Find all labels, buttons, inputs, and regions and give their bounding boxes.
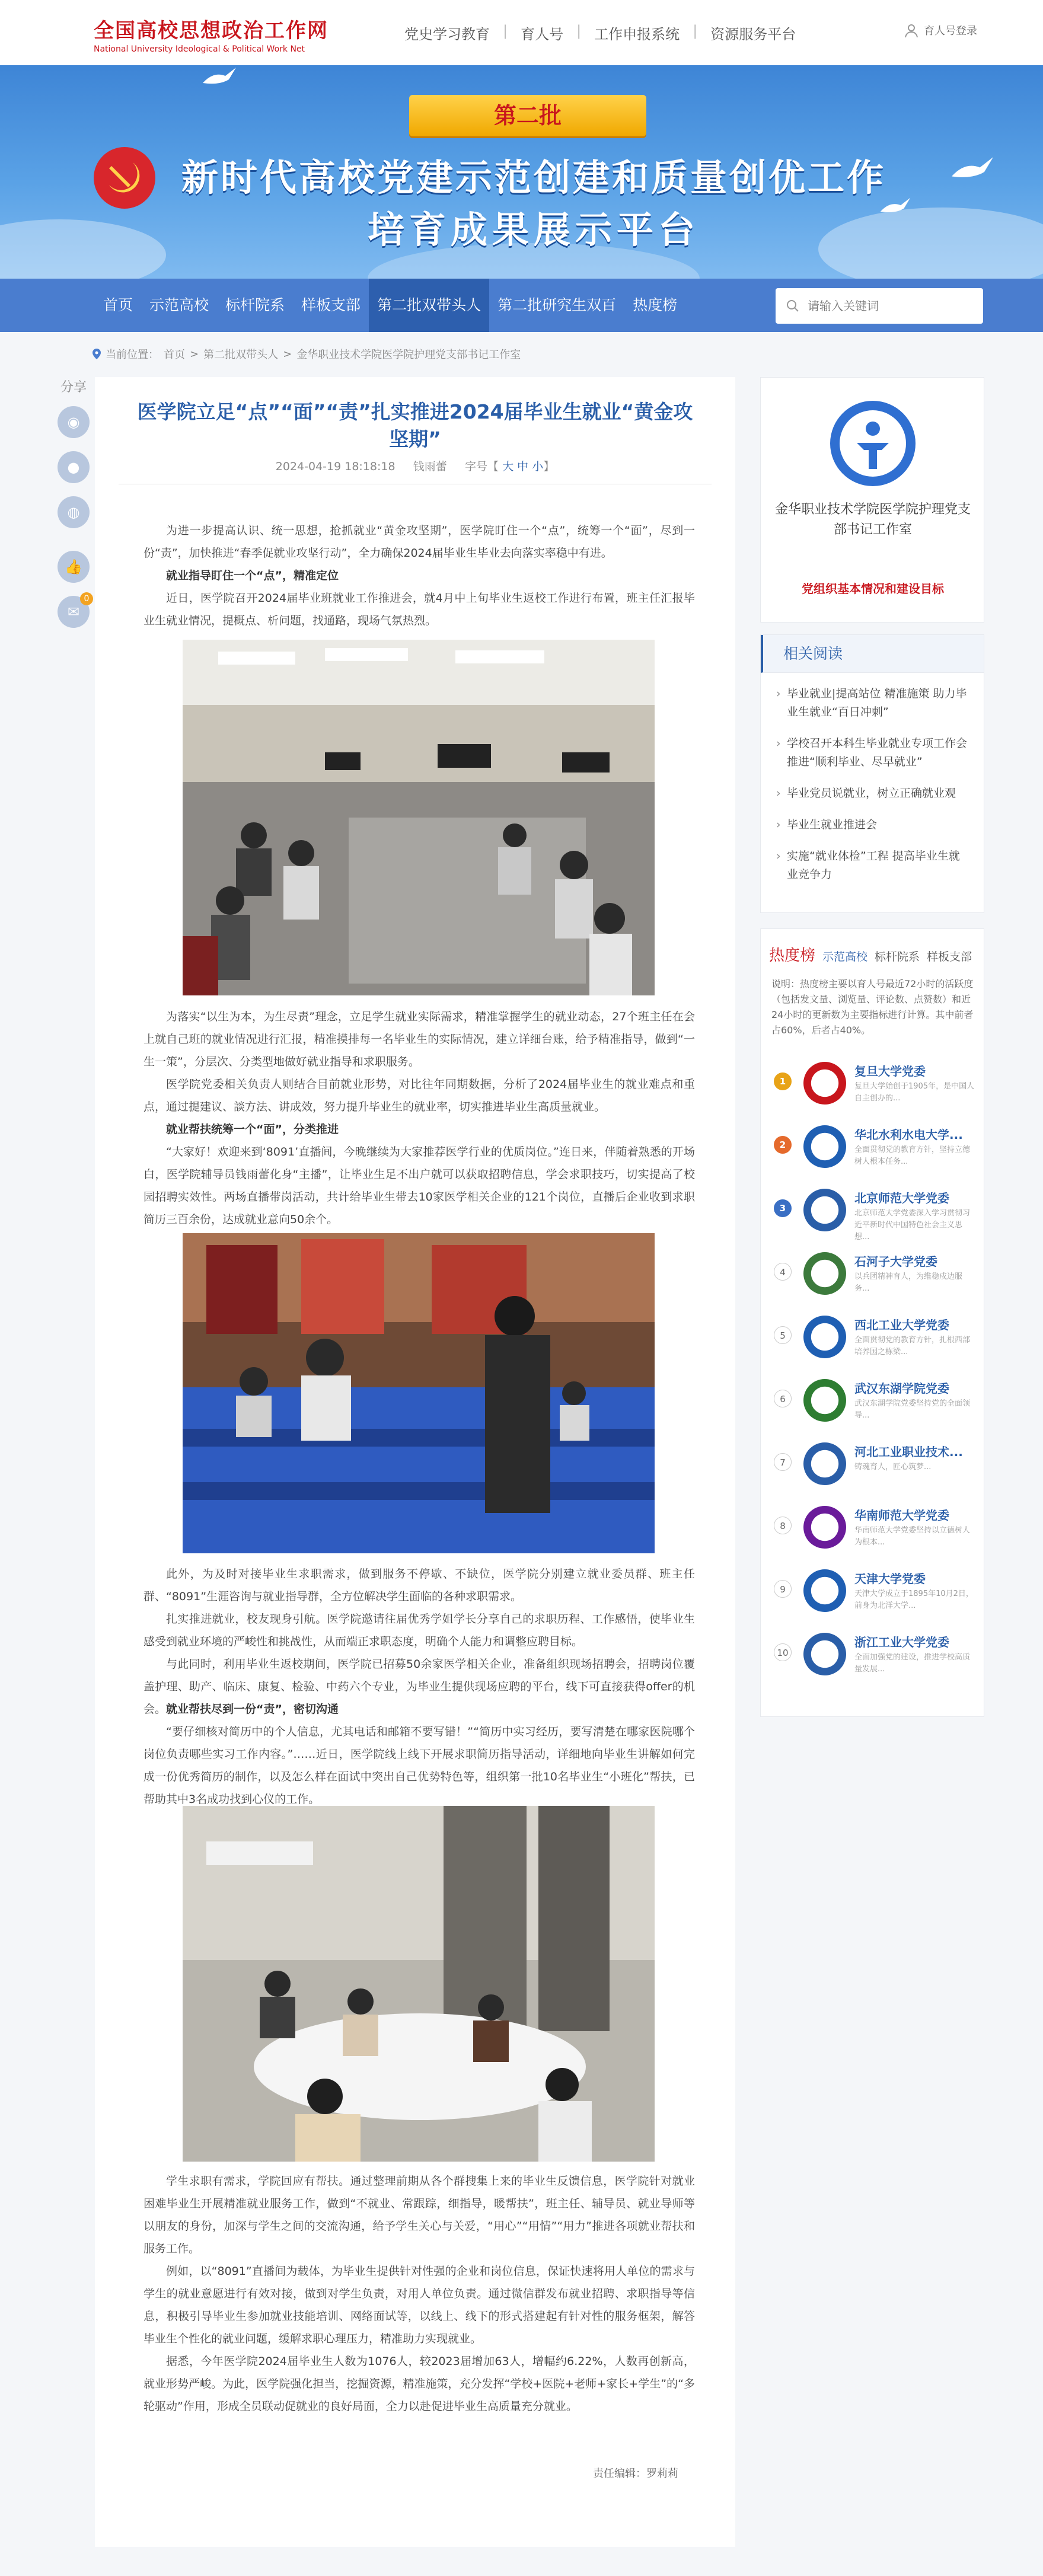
article-meta: 2024-04-19 18:18:18 钱雨蕾 字号【 大 中 小】 xyxy=(275,460,555,473)
rank-name[interactable]: 华南师范大学党委 xyxy=(854,1508,949,1522)
article-paragraph: 扎实推进就业，校友现身引航。医学院邀请往届优秀学姐学长分享自己的求职历程、工作感悟，使毕业生感受到就业环境的严峻性和挑战性，从而端正求职态度，明确个人能力和调整应聘目标。 xyxy=(143,1613,695,1648)
rank-name[interactable]: 河北工业职业技术... xyxy=(854,1445,963,1459)
rank-description: 全面加强党的建设，推进学校高质量发展... xyxy=(854,1653,971,1674)
top-bar xyxy=(0,0,1043,65)
login-label: 育人号登录 xyxy=(924,25,977,37)
hot-rank-item[interactable] xyxy=(771,1630,979,1684)
university-emblem-icon[interactable] xyxy=(803,1633,846,1675)
article-date: 2024-04-19 18:18:18 xyxy=(275,460,395,473)
rank-description: 以兵团精神育人，为维稳戍边服务... xyxy=(854,1272,963,1293)
nav-item-model-universities[interactable]: 示范高校 xyxy=(149,296,209,314)
breadcrumb-label: 当前位置： xyxy=(106,349,159,361)
hot-list-header xyxy=(769,943,972,965)
site-logo[interactable] xyxy=(94,14,343,56)
university-emblem-icon[interactable] xyxy=(803,1569,846,1612)
rank-number: 2 xyxy=(774,1136,792,1154)
hot-rank-item[interactable] xyxy=(771,1377,979,1430)
related-item[interactable]: › 学校召开本科生毕业就业专项工作会 推进“顺利毕业、尽早就业” xyxy=(776,735,968,771)
wechat-icon: ◍ xyxy=(67,504,80,521)
studio-info-link[interactable]: 党组织基本情况和建设目标 xyxy=(802,582,944,596)
rank-number: 9 xyxy=(774,1580,792,1598)
hot-rank-item[interactable] xyxy=(771,1186,979,1240)
article-paragraph: 此外，为及时对接毕业生求职需求，做到服务不停歇、不缺位，医学院分别建立就业委员群、班主任群、“8091”生涯咨询与就业指导群，全方位解决学生面临的各种求职需求。 xyxy=(143,1568,695,1603)
section-heading: 就业帮扶尽到一份“责”，密切沟通 xyxy=(166,1703,339,1716)
hot-rank-item[interactable] xyxy=(771,1567,979,1620)
article-paragraph: 近日，医学院召开2024届毕业班就业工作推进会，就4月中上旬毕业生返校工作进行布置，班主任汇报毕业生就业情况，提概点、析问题，找通路，现场气氛热烈。 xyxy=(143,592,695,627)
wechat-share-button[interactable] xyxy=(58,496,90,528)
article-photo-meeting xyxy=(183,640,655,995)
user-icon xyxy=(904,23,919,38)
banner-title-line1: 新时代高校党建示范创建和质量创优工作 xyxy=(181,156,886,199)
section-heading: 就业指导盯住一个“点”，精准定位 xyxy=(166,569,339,582)
font-size-large[interactable]: 大 xyxy=(502,460,514,473)
font-size-small[interactable]: 小 xyxy=(532,460,544,473)
breadcrumb-section[interactable]: 第二批双带头人 xyxy=(203,349,279,361)
university-emblem-icon[interactable] xyxy=(803,1252,846,1295)
related-item[interactable]: › 毕业党员说就业，树立正确就业观 xyxy=(776,784,968,803)
thumbs-up-icon: 👍 xyxy=(65,558,82,575)
login-link[interactable] xyxy=(904,23,977,38)
rank-description: 复旦大学始创于1905年，是中国人自主创办的... xyxy=(854,1082,975,1103)
hot-rank-item[interactable] xyxy=(771,1123,979,1176)
article-paragraph: 医学院党委相关负责人则结合目前就业形势，对比往年同期数据，分析了2024届毕业生的就业难点和重点，通过提建议、談方法、讲成效，努力提升毕业生的就业率，切实推进毕业生高质量就业。 xyxy=(143,1078,695,1113)
rank-number: 5 xyxy=(774,1326,792,1344)
rank-name[interactable]: 武汉东湖学院党委 xyxy=(854,1381,949,1396)
rank-name[interactable]: 天津大学党委 xyxy=(854,1572,926,1586)
hot-list-description: 说明：热度榜主要以育人号最近72小时的活跃度（包括发文量、浏览量、评论数、点赞数）和近24小时的更新数为主要指标进行计算。其中前者占60%，后者占40%。 xyxy=(771,978,974,1036)
rank-description: 天津大学成立于1895年10月2日，前身为北洋大学... xyxy=(854,1589,974,1610)
article-paragraph: 为进一步提高认识、统一思想，抢抓就业“黄金攻坚期”，医学院盯住一个“点”，统筹一个“面”，尽到一份“责”，加快推进“春季促就业攻坚行动”，全力确保2024届毕业生毕业去向落实率稳中有进。 xyxy=(143,524,695,560)
hot-rank-item[interactable] xyxy=(771,1440,979,1493)
rank-number: 7 xyxy=(774,1453,792,1471)
rank-description: 北京师范大学党委深入学习贯彻习近平新时代中国特色社会主义思想... xyxy=(854,1209,971,1241)
studio-name: 金华职业技术学院医学院护理党支部书记工作室 xyxy=(774,502,971,537)
top-nav-item[interactable]: 育人号 xyxy=(521,26,564,43)
article-paragraph: 与此同时，利用毕业生返校期间，医学院已招募50余家医学相关企业，准备组织现场招聘会，招聘岗位覆盖护理、助产、临床、康复、检验、中药六个专业，为毕业生提供现场应聘的平台，线下可直接获得offer的机会。 xyxy=(143,1658,695,1716)
article-author: 钱雨蕾 xyxy=(413,460,447,473)
top-nav-item[interactable]: 党史学习教育 xyxy=(404,26,490,43)
like-button[interactable] xyxy=(58,551,90,583)
dove-icon xyxy=(202,65,237,89)
article-title: 医学院立足“点”“面”“责”扎实推进2024届毕业生就业“黄金攻坚期” xyxy=(137,400,693,451)
nav-item-home[interactable]: 首页 xyxy=(103,296,133,314)
section-heading: 就业帮扶统筹一个“面”，分类推进 xyxy=(166,1123,339,1136)
qq-icon: ● xyxy=(67,459,80,475)
breadcrumb-home[interactable]: 首页 xyxy=(164,349,185,361)
rank-name[interactable]: 石河子大学党委 xyxy=(854,1255,937,1269)
comment-count-badge: 0 xyxy=(80,592,93,605)
rank-name[interactable]: 复旦大学党委 xyxy=(854,1064,926,1078)
nav-item-model-branches[interactable]: 样板支部 xyxy=(301,296,361,314)
logo-title: 全国高校思想政治工作网 xyxy=(94,19,328,43)
logo-subtitle: National University Ideological & Political Work Net xyxy=(94,44,305,54)
hot-rank-item[interactable] xyxy=(771,1504,979,1557)
weibo-share-button[interactable] xyxy=(58,406,90,438)
rank-description: 全面贯彻党的教育方针，扎根西部培养国之栋梁... xyxy=(854,1336,971,1356)
hero-banner xyxy=(0,65,1043,279)
search-input[interactable] xyxy=(806,298,967,314)
rank-name[interactable]: 华北水利水电大学... xyxy=(854,1128,963,1142)
comment-icon: ✉ xyxy=(67,604,80,620)
banner-title-line2: 培育成果展示平台 xyxy=(367,208,700,251)
related-item[interactable]: › 实施“就业体检”工程 提高毕业生就业竞争力 xyxy=(776,847,968,884)
hot-tab-branches[interactable]: 样板支部 xyxy=(927,950,972,963)
search-box[interactable] xyxy=(776,288,983,324)
rank-number: 6 xyxy=(774,1390,792,1407)
top-nav-item[interactable]: 工作申报系统 xyxy=(594,26,680,43)
breadcrumb-current[interactable]: 金华职业技术学院医学院护理党支部书记工作室 xyxy=(296,349,521,361)
related-item[interactable]: › 毕业生就业推进会 xyxy=(776,816,968,834)
studio-card xyxy=(760,377,984,623)
hot-rank-item[interactable] xyxy=(771,1313,979,1367)
related-reading-title: 相关阅读 xyxy=(761,635,984,673)
university-emblem-icon[interactable] xyxy=(803,1125,846,1168)
nav-item-dual-leaders[interactable]: 第二批双带头人 xyxy=(369,279,489,332)
article-paragraph: “大家好！欢迎来到‘8091’直播间，今晚继续为大家推荐医学行业的优质岗位。”连日来，伴随着熟悉的开场白，医学院辅导员钱雨蕾化身“主播”，让毕业生足不出户就可以获取招聘信息，学会求职技巧，切实提高了校园招聘实效性。两场直播带岗活动，共计给毕业生带去10家医学相关企业的121个岗位，直播后企业收到求职简历三百余份，达成就业意向50余个。 xyxy=(143,1145,695,1226)
article-paragraph: 例如，以“8091”直播间为载体，为毕业生提供针对性强的企业和岗位信息，保证快速将用人单位的需求与学生的就业意愿进行有效对接，做到对学生负责，对用人单位负责。通过微信群发布就业招聘、求职指导等信息，积极引导毕业生参加就业技能培训、网络面试等，以线上、线下的形式搭建起有针对性的服务框架，解答毕业生个性化的就业问题，缓解求职心理压力，精准助力实现就业。 xyxy=(143,2265,695,2345)
top-nav-item[interactable]: 资源服务平台 xyxy=(710,26,796,43)
hot-list-card xyxy=(760,928,984,1717)
related-reading-card xyxy=(760,634,984,913)
font-size-label: 字号 xyxy=(465,460,488,473)
article-editor: 责任编辑：罗莉莉 xyxy=(593,2468,678,2480)
rank-number: 8 xyxy=(774,1517,792,1534)
comment-button[interactable] xyxy=(58,596,90,628)
rank-description: 铸魂育人，匠心筑梦... xyxy=(854,1463,932,1471)
rank-description: 华南师范大学党委坚持以立德树人为根本... xyxy=(854,1526,971,1547)
hot-list-title: 热度榜 xyxy=(769,947,816,965)
rank-name[interactable]: 浙江工业大学党委 xyxy=(854,1635,949,1649)
main-nav xyxy=(0,279,1043,332)
article xyxy=(95,377,735,2547)
weibo-icon: ◉ xyxy=(67,414,80,430)
share-label: 分享 xyxy=(60,380,87,395)
rank-name[interactable]: 西北工业大学党委 xyxy=(854,1318,949,1332)
university-emblem-icon[interactable] xyxy=(803,1062,846,1105)
hot-tab-universities[interactable]: 示范高校 xyxy=(822,950,868,963)
university-emblem-icon[interactable] xyxy=(803,1379,846,1422)
article-photo-resume-guidance xyxy=(183,1806,655,2162)
article-paragraph: “要仔细核对简历中的个人信息，尤其电话和邮箱不要写错！”“简历中实习经历，要写清楚在哪家医院哪个岗位负责哪些实习工作内容。”……近日，医学院线上线下开展求职简历指导活动，详细地向毕业生讲解如何完成一份优秀简历的制作，以及怎么样在面试中突出自己优势特色等，组织第一批10名毕业生“小班化”帮扶，已帮助其中3名成功找到心仪的工作。 xyxy=(143,1725,695,1806)
university-emblem-icon[interactable] xyxy=(803,1189,846,1231)
article-paragraph: 学生求职有需求，学院回应有帮扶。通过整理前期从各个群搜集上来的毕业生反馈信息，医学院针对就业困难毕业生开展精准就业服务工作，做到“不就业、常跟踪，细指导，暖帮扶”，班主任、辅导员、就业导师等以朋友的身份，加深与学生之间的交流沟通，给予学生关心与关爱，“用心”“用情”“用力”推进各项就业帮扶和服务工作。 xyxy=(143,2175,695,2255)
search-icon[interactable] xyxy=(786,299,799,312)
rank-number: 10 xyxy=(774,1643,792,1661)
share-panel xyxy=(57,377,90,641)
studio-logo[interactable] xyxy=(828,399,917,488)
rank-number: 1 xyxy=(774,1072,792,1090)
rank-number: 4 xyxy=(774,1263,792,1281)
dove-icon xyxy=(949,154,996,184)
nav-item-hot-list[interactable]: 热度榜 xyxy=(633,296,678,314)
font-size-medium[interactable]: 中 xyxy=(517,460,529,473)
rank-description: 全面贯彻党的教育方针，坚持立德树人根本任务... xyxy=(854,1145,971,1166)
rank-description: 武汉东湖学院党委坚持党的全面领导... xyxy=(854,1399,971,1420)
rank-number: 3 xyxy=(774,1199,792,1217)
nav-item-graduate-double-hundred[interactable]: 第二批研究生双百 xyxy=(497,296,617,314)
hot-tab-departments[interactable]: 标杆院系 xyxy=(875,950,920,963)
breadcrumb: 当前位置： 首页 > 第二批双带头人 > 金华职业技术学院医学院护理党支部书记工作室 xyxy=(93,346,521,362)
rank-name[interactable]: 北京师范大学党委 xyxy=(854,1191,949,1205)
university-emblem-icon[interactable] xyxy=(803,1316,846,1358)
location-pin-icon xyxy=(93,349,101,359)
university-emblem-icon[interactable] xyxy=(803,1506,846,1549)
article-paragraph: 据悉，今年医学院2024届毕业生人数为1076人，较2023届增加63人，增幅约6.22%，人数再创新高，就业形势严峻。为此，医学院强化担当，挖掘资源，精准施策，充分发挥“学校+医院+老师+家长+学生”的“多轮驱动”作用，形成全员联动促就业的良好局面，全力以赴促进毕业生高质量充分就业。 xyxy=(143,2355,695,2413)
university-emblem-icon[interactable] xyxy=(803,1442,846,1485)
nav-item-benchmark-departments[interactable]: 标杆院系 xyxy=(225,296,285,314)
qq-share-button[interactable] xyxy=(58,451,90,483)
top-nav: 党史学习教育 | 育人号 | 工作申报系统 | 资源服务平台 xyxy=(391,23,809,43)
article-photo-livestream xyxy=(183,1233,655,1553)
hot-rank-item[interactable] xyxy=(771,1059,979,1113)
hot-rank-item[interactable] xyxy=(771,1250,979,1303)
article-paragraph: 为落实“以生为本，为生尽责”理念，立足学生就业实际需求，精准掌握学生的就业动态，27个班主任在会上就自己班的就业情况进行汇报，精准摸排每一名毕业生的实际情况，建立详细台账，给予精准指导，做到“一生一策”，分层次、分类型地做好就业指导和求职服务。 xyxy=(143,1010,695,1068)
related-item[interactable]: › 毕业就业|提高站位 精准施策 助力毕业生就业“百日冲刺” xyxy=(776,685,968,722)
batch-ribbon: 第二批 xyxy=(409,95,646,136)
related-list xyxy=(761,673,984,884)
